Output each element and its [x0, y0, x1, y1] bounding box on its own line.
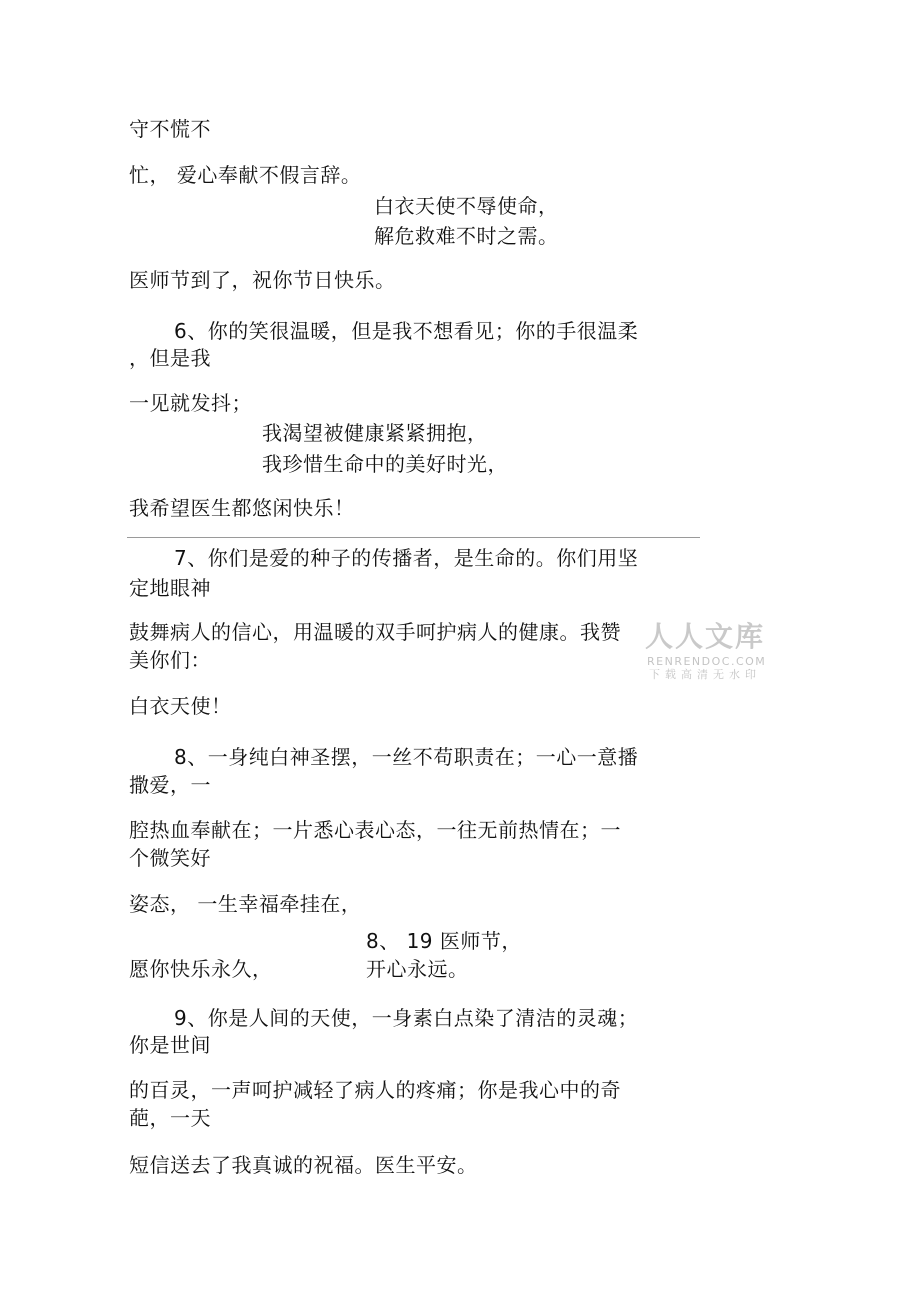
watermark-url: RENRENDOC.COM [647, 655, 767, 668]
text-line: 个微笑好 [129, 846, 211, 870]
text-line: ，但是我 [129, 346, 211, 370]
text-line: 我希望医生都悠闲快乐！ [129, 496, 355, 520]
text-line: 腔热血奉献在；一片悉心表心态，一往无前热情在；一 [129, 818, 621, 842]
text-line: 8、 19 医师节， [366, 929, 522, 953]
text-line: 我渴望被健康紧紧拥抱， [262, 421, 488, 445]
watermark-logo [645, 620, 775, 684]
text-line: 白衣天使！ [129, 694, 232, 718]
watermark-brand: 人人文库 [645, 620, 766, 653]
text-line: 葩，一天 [129, 1106, 211, 1130]
text-line: 9、你是人间的天使，一身素白点染了清洁的灵魂； [174, 1006, 639, 1030]
text-line: 我珍惜生命中的美好时光， [262, 452, 508, 476]
text-line: 你是世间 [129, 1033, 211, 1057]
text-line: 解危救难不时之需。 [374, 224, 559, 248]
text-line: 短信送去了我真诚的祝福。医生平安。 [129, 1153, 478, 1177]
text-line: 姿态， 一生幸福牵挂在， [129, 892, 362, 916]
text-line: 撒爱，一 [129, 773, 211, 797]
text-line: 定地眼神 [129, 576, 211, 600]
watermark-slogan: 下载高清无水印 [649, 668, 761, 681]
text-line: 鼓舞病人的信心，用温暖的双手呵护病人的健康。我赞 [129, 620, 621, 644]
text-line: 白衣天使不辱使命， [374, 194, 559, 218]
text-line: 开心永远。 [366, 957, 469, 981]
text-line: 医师节到了，祝你节日快乐。 [129, 268, 396, 292]
text-line: 美你们： [129, 648, 211, 672]
text-line: 的百灵，一声呵护减轻了病人的疼痛；你是我心中的奇 [129, 1078, 621, 1102]
text-line: 守不慌不 [129, 117, 211, 141]
divider-line [127, 537, 700, 538]
text-line: 忙， 爱心奉献不假言辞。 [129, 163, 362, 187]
text-line: 一见就发抖； [129, 391, 252, 415]
text-line: 6、你的笑很温暖，但是我不想看见；你的手很温柔 [174, 319, 639, 343]
text-line: 7、你们是爱的种子的传播者，是生命的。你们用坚 [174, 546, 639, 570]
text-line: 愿你快乐永久， [129, 957, 273, 981]
text-line: 8、一身纯白神圣摆，一丝不苟职责在；一心一意播 [174, 745, 639, 769]
